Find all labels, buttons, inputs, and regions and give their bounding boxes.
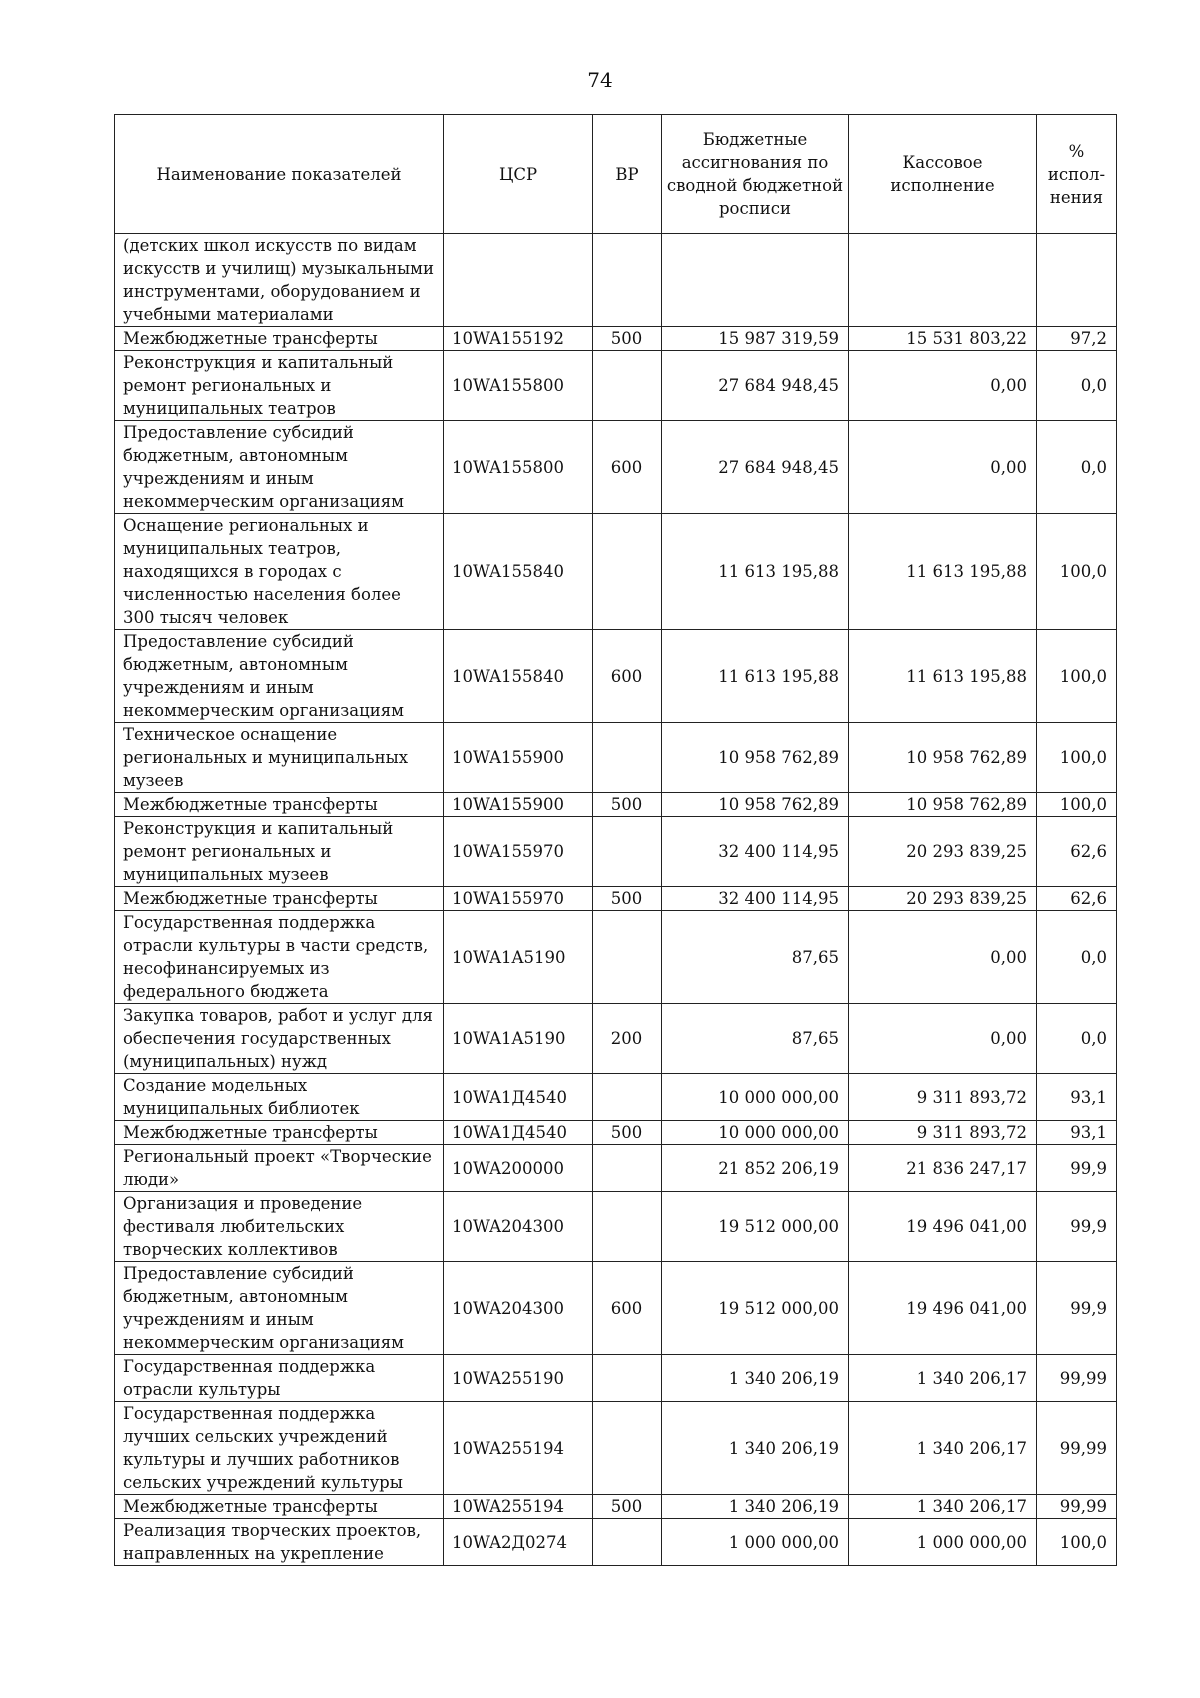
cell-vr: 500: [593, 1121, 662, 1145]
cell-name: Государственная поддержка лучших сельских учреждений культуры и лучших работников сельских учреждений культуры: [115, 1402, 444, 1495]
table-row: [115, 630, 1117, 723]
cell-cash: 9 311 893,72: [849, 1074, 1037, 1121]
cell-csr: 10WA255190: [444, 1355, 593, 1402]
table-row: [115, 1004, 1117, 1074]
cell-vr: 600: [593, 630, 662, 723]
cell-vr: [593, 723, 662, 793]
cell-vr: [593, 1355, 662, 1402]
cell-csr: 10WA1A5190: [444, 1004, 593, 1074]
cell-pct: 0,0: [1037, 911, 1117, 1004]
table-row: [115, 1262, 1117, 1355]
cell-name: Межбюджетные трансферты: [115, 327, 444, 351]
cell-name: Реконструкция и капитальный ремонт региональных и муниципальных музеев: [115, 817, 444, 887]
header-budget: Бюджетные ассигнования по сводной бюджетной росписи: [662, 115, 849, 234]
header-vr: ВР: [593, 115, 662, 234]
cell-csr: [444, 234, 593, 327]
cell-name: Предоставление субсидий бюджетным, автономным учреждениям и иным некоммерческим организациям: [115, 1262, 444, 1355]
cell-budget: 32 400 114,95: [662, 887, 849, 911]
cell-cash: 0,00: [849, 351, 1037, 421]
cell-pct: 0,0: [1037, 1004, 1117, 1074]
cell-vr: [593, 351, 662, 421]
cell-cash: 20 293 839,25: [849, 817, 1037, 887]
table-row: [115, 1355, 1117, 1402]
table-row: [115, 234, 1117, 327]
header-cash: Кассовое исполнение: [849, 115, 1037, 234]
cell-name: Закупка товаров, работ и услуг для обеспечения государственных (муниципальных) нужд: [115, 1004, 444, 1074]
cell-csr: 10WA204300: [444, 1262, 593, 1355]
cell-cash: 1 340 206,17: [849, 1495, 1037, 1519]
cell-csr: 10WA155840: [444, 514, 593, 630]
table-row: [115, 1192, 1117, 1262]
table-row: [115, 1121, 1117, 1145]
cell-cash: 9 311 893,72: [849, 1121, 1037, 1145]
cell-cash: 1 000 000,00: [849, 1519, 1037, 1566]
cell-csr: 10WA204300: [444, 1192, 593, 1262]
budget-execution-table: [114, 114, 1117, 1566]
cell-name: Межбюджетные трансферты: [115, 1495, 444, 1519]
cell-cash: 1 340 206,17: [849, 1402, 1037, 1495]
cell-csr: 10WA155970: [444, 817, 593, 887]
cell-cash: 11 613 195,88: [849, 514, 1037, 630]
cell-cash: 20 293 839,25: [849, 887, 1037, 911]
cell-budget: 19 512 000,00: [662, 1192, 849, 1262]
cell-pct: 99,9: [1037, 1192, 1117, 1262]
cell-csr: 10WA155840: [444, 630, 593, 723]
table-row: [115, 1145, 1117, 1192]
cell-budget: 1 000 000,00: [662, 1519, 849, 1566]
cell-name: Межбюджетные трансферты: [115, 793, 444, 817]
cell-csr: 10WA155192: [444, 327, 593, 351]
cell-pct: 100,0: [1037, 630, 1117, 723]
cell-csr: 10WA2Д0274: [444, 1519, 593, 1566]
cell-cash: 21 836 247,17: [849, 1145, 1037, 1192]
cell-cash: [849, 234, 1037, 327]
cell-vr: [593, 234, 662, 327]
table-row: [115, 327, 1117, 351]
cell-vr: [593, 1192, 662, 1262]
cell-name: Региональный проект «Творческие люди»: [115, 1145, 444, 1192]
table-row: [115, 911, 1117, 1004]
cell-budget: 27 684 948,45: [662, 421, 849, 514]
cell-name: Оснащение региональных и муниципальных театров, находящихся в городах с численностью населения более 300 тысяч человек: [115, 514, 444, 630]
table-header-row: [115, 115, 1117, 234]
cell-cash: 19 496 041,00: [849, 1262, 1037, 1355]
cell-name: Создание модельных муниципальных библиотек: [115, 1074, 444, 1121]
cell-cash: 0,00: [849, 1004, 1037, 1074]
cell-name: Реконструкция и капитальный ремонт региональных и муниципальных театров: [115, 351, 444, 421]
cell-budget: 19 512 000,00: [662, 1262, 849, 1355]
cell-csr: 10WA200000: [444, 1145, 593, 1192]
cell-pct: 100,0: [1037, 514, 1117, 630]
cell-budget: 32 400 114,95: [662, 817, 849, 887]
cell-pct: [1037, 234, 1117, 327]
cell-budget: 87,65: [662, 1004, 849, 1074]
cell-vr: 500: [593, 1495, 662, 1519]
cell-csr: 10WA1Д4540: [444, 1074, 593, 1121]
cell-pct: 99,99: [1037, 1355, 1117, 1402]
page-number: 74: [587, 68, 613, 92]
header-name: Наименование показателей: [115, 115, 444, 234]
cell-cash: 1 340 206,17: [849, 1355, 1037, 1402]
cell-budget: 10 958 762,89: [662, 793, 849, 817]
cell-pct: 93,1: [1037, 1121, 1117, 1145]
cell-vr: [593, 514, 662, 630]
cell-csr: 10WA155800: [444, 421, 593, 514]
table-row: [115, 817, 1117, 887]
cell-vr: [593, 817, 662, 887]
cell-vr: [593, 1145, 662, 1192]
cell-budget: 10 000 000,00: [662, 1121, 849, 1145]
cell-budget: 1 340 206,19: [662, 1495, 849, 1519]
cell-cash: 11 613 195,88: [849, 630, 1037, 723]
table-row: [115, 1074, 1117, 1121]
cell-csr: 10WA1Д4540: [444, 1121, 593, 1145]
cell-budget: 10 000 000,00: [662, 1074, 849, 1121]
cell-budget: [662, 234, 849, 327]
table-row: [115, 421, 1117, 514]
table-row: [115, 514, 1117, 630]
header-csr: ЦСР: [444, 115, 593, 234]
cell-vr: [593, 1519, 662, 1566]
cell-cash: 0,00: [849, 421, 1037, 514]
cell-csr: 10WA155900: [444, 723, 593, 793]
cell-budget: 11 613 195,88: [662, 514, 849, 630]
cell-name: Техническое оснащение региональных и муниципальных музеев: [115, 723, 444, 793]
cell-budget: 27 684 948,45: [662, 351, 849, 421]
cell-name: Межбюджетные трансферты: [115, 1121, 444, 1145]
cell-vr: [593, 1074, 662, 1121]
cell-vr: [593, 1402, 662, 1495]
cell-pct: 100,0: [1037, 723, 1117, 793]
cell-vr: 600: [593, 421, 662, 514]
cell-vr: 500: [593, 327, 662, 351]
cell-name: Организация и проведение фестиваля любительских творческих коллективов: [115, 1192, 444, 1262]
cell-cash: 10 958 762,89: [849, 793, 1037, 817]
cell-budget: 11 613 195,88: [662, 630, 849, 723]
cell-name: Предоставление субсидий бюджетным, автономным учреждениям и иным некоммерческим организациям: [115, 421, 444, 514]
cell-name: Реализация творческих проектов, направленных на укрепление: [115, 1519, 444, 1566]
table-row: [115, 793, 1117, 817]
cell-budget: 10 958 762,89: [662, 723, 849, 793]
cell-pct: 97,2: [1037, 327, 1117, 351]
cell-budget: 1 340 206,19: [662, 1402, 849, 1495]
cell-budget: 21 852 206,19: [662, 1145, 849, 1192]
table-row: [115, 351, 1117, 421]
cell-budget: 15 987 319,59: [662, 327, 849, 351]
table-row: [115, 723, 1117, 793]
cell-pct: 93,1: [1037, 1074, 1117, 1121]
header-pct: % испол-нения: [1037, 115, 1117, 234]
cell-pct: 99,9: [1037, 1262, 1117, 1355]
cell-budget: 1 340 206,19: [662, 1355, 849, 1402]
cell-cash: 10 958 762,89: [849, 723, 1037, 793]
table-row: [115, 1402, 1117, 1495]
cell-csr: 10WA255194: [444, 1495, 593, 1519]
table-row: [115, 1519, 1117, 1566]
cell-name: Межбюджетные трансферты: [115, 887, 444, 911]
cell-vr: 500: [593, 887, 662, 911]
cell-pct: 0,0: [1037, 421, 1117, 514]
cell-pct: 99,99: [1037, 1402, 1117, 1495]
cell-name: Государственная поддержка отрасли культуры в части средств, несофинансируемых из федерального бюджета: [115, 911, 444, 1004]
cell-vr: [593, 911, 662, 1004]
table-row: [115, 1495, 1117, 1519]
cell-name: (детских школ искусств по видам искусств и училищ) музыкальными инструментами, оборудованием и учебными материалами: [115, 234, 444, 327]
cell-csr: 10WA155900: [444, 793, 593, 817]
cell-csr: 10WA1A5190: [444, 911, 593, 1004]
cell-csr: 10WA155800: [444, 351, 593, 421]
cell-cash: 0,00: [849, 911, 1037, 1004]
cell-cash: 15 531 803,22: [849, 327, 1037, 351]
cell-budget: 87,65: [662, 911, 849, 1004]
cell-name: Государственная поддержка отрасли культуры: [115, 1355, 444, 1402]
cell-csr: 10WA255194: [444, 1402, 593, 1495]
cell-pct: 99,9: [1037, 1145, 1117, 1192]
cell-cash: 19 496 041,00: [849, 1192, 1037, 1262]
cell-vr: 200: [593, 1004, 662, 1074]
cell-vr: 600: [593, 1262, 662, 1355]
cell-pct: 62,6: [1037, 887, 1117, 911]
cell-csr: 10WA155970: [444, 887, 593, 911]
cell-pct: 99,99: [1037, 1495, 1117, 1519]
cell-pct: 0,0: [1037, 351, 1117, 421]
cell-pct: 62,6: [1037, 817, 1117, 887]
cell-pct: 100,0: [1037, 1519, 1117, 1566]
table-row: [115, 887, 1117, 911]
cell-pct: 100,0: [1037, 793, 1117, 817]
cell-name: Предоставление субсидий бюджетным, автономным учреждениям и иным некоммерческим организациям: [115, 630, 444, 723]
cell-vr: 500: [593, 793, 662, 817]
